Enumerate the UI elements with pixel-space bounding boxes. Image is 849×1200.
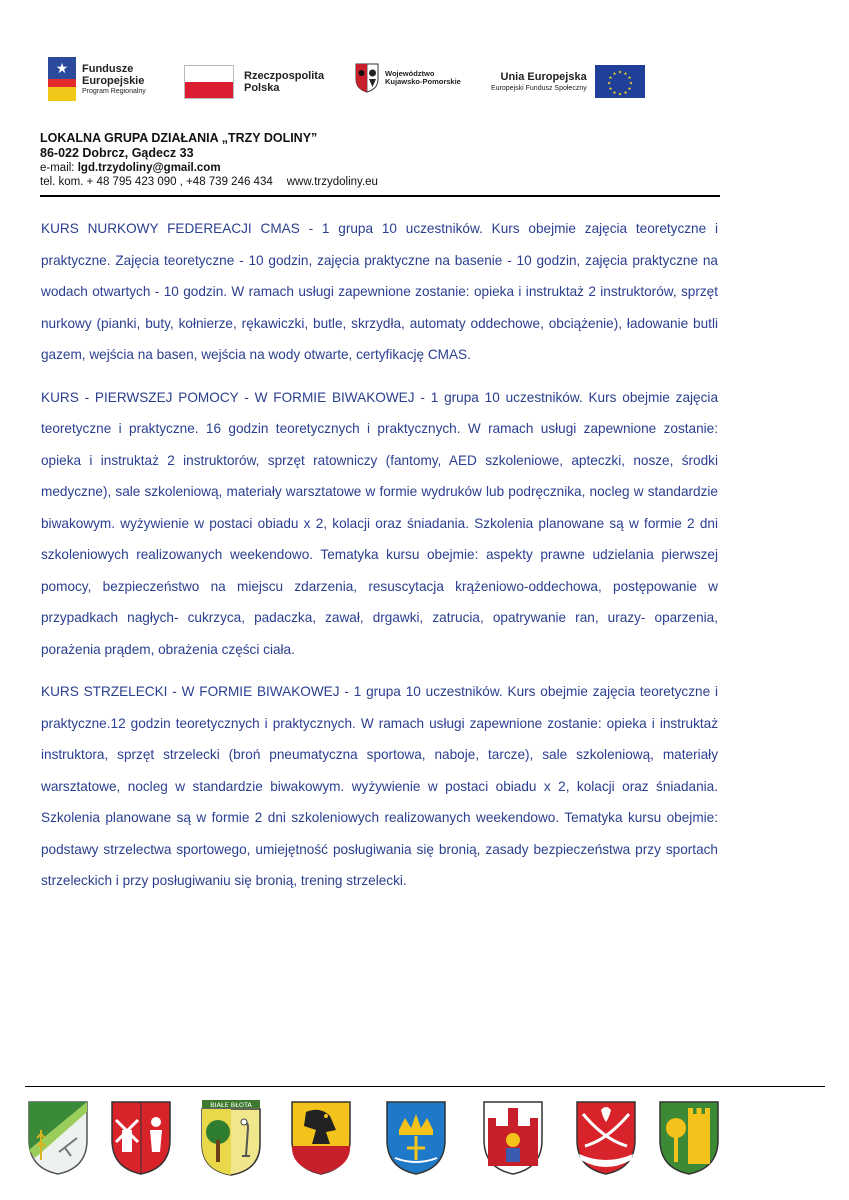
crest-banner-text: BIAŁE BŁOTA [210, 1100, 252, 1109]
svg-text:★: ★ [608, 75, 613, 81]
rp-title-line2: Polska [244, 82, 280, 94]
polish-flag-icon [184, 65, 234, 99]
oak-tower-crest-icon [658, 1100, 720, 1176]
footer-divider [25, 1086, 825, 1087]
svg-text:★: ★ [606, 81, 611, 87]
website-link[interactable]: www.trzydoliny.eu [286, 176, 378, 188]
crown-crest-icon [385, 1100, 447, 1176]
wojewodztwo-logo [355, 63, 461, 93]
fe-title-line2: Europejskie [82, 74, 145, 87]
fe-subtitle: Program Regionalny [82, 87, 146, 95]
header-divider [40, 195, 720, 197]
contact-line [40, 175, 730, 189]
sabres-crest-icon [575, 1100, 637, 1176]
svg-text:★: ★ [608, 86, 613, 92]
svg-text:★: ★ [627, 86, 632, 92]
rp-title-line1: Rzeczpospolita [244, 69, 325, 82]
lgd-crest-icon [27, 1100, 89, 1176]
svg-text:★: ★ [617, 70, 622, 76]
svg-text:★: ★ [628, 81, 633, 87]
griffin-crest-icon [290, 1100, 352, 1176]
letterhead [40, 131, 730, 189]
biale-blota-crest-icon [200, 1100, 262, 1176]
phone-numbers: tel. kom. + 48 795 423 090 , +48 739 246 434 [40, 176, 273, 188]
rzeczpospolita-logo [184, 65, 324, 99]
email-label: e-mail: [40, 162, 75, 174]
paragraph-diving-course: KURS NURKOWY FEDEREACJI CMAS - 1 grupa 10 uczestników. Kurs obejmie zajęcia teoretyczne i praktyczne. Zajęcia teoretyczne - 10 godzin, zajęcia praktyczne na basenie - 10 godzin, zajęcia praktyczne na wodach otwartych - 10 godzin. W ramach usługi zapewnione zostanie: opieka i instruktaż 2 instruktorów, sprzęt nurkowy (pianki, buty, kołnierze, rękawiczki, butle, skrzydła, automaty oddechowe, obciążenie), ładowanie butli gazem, wejścia na basen, wejścia na wody otwarte, certyfikację CMAS. [41, 221, 718, 362]
unia-europejska-logo [491, 65, 645, 98]
email-line [40, 161, 730, 175]
kp-title-line2: Kujawsko-Pomorskie [385, 77, 461, 86]
svg-text:★: ★ [623, 90, 628, 96]
email-address[interactable]: lgd.trzydoliny@gmail.com [77, 162, 221, 174]
document-body [41, 213, 718, 908]
kujawsko-pomorskie-shield-icon [355, 63, 379, 93]
svg-text:★: ★ [617, 92, 622, 98]
organization-address: 86-022 Dobrcz, Gądecz 33 [40, 146, 194, 160]
windmill-crest-icon [110, 1100, 172, 1176]
castle-crest-icon [482, 1100, 544, 1176]
svg-text:★: ★ [627, 75, 632, 81]
svg-text:★: ★ [612, 90, 617, 96]
fundusze-europejskie-logo [48, 57, 146, 101]
ue-title: Unia Europejska [500, 70, 587, 83]
eu-flag-icon [595, 65, 645, 98]
paragraph-shooting-course: KURS STRZELECKI - W FORMIE BIWAKOWEJ - 1 grupa 10 uczestników. Kurs obejmie zajęcia teoretyczne i praktyczne.12 godzin teoretycznych i praktycznych. W ramach usługi zapewnione zostanie: opieka i instruktaż instruktora, sprzęt strzelecki (broń pneumatyczna sportowa, naboje, tarcze), sale szkoleniową, materiały warsztatowe, nocleg w standardzie biwakowym. wyżywienie w postaci obiadu x 2, kolacji oraz śniadania. Szkolenia planowane są w formie 2 dni szkoleniowych realizowanych weekendowo. Tematyka kursu obejmie: podstawy strzelectwa sportowego, umiejętność posługiwania się bronią, zasady bezpieczeństwa przy sportach strzeleckich i przy posługiwaniu się bronią, trening strzelecki. [41, 684, 718, 888]
footer-crests [0, 1100, 849, 1180]
fe-star-icon: ★ [48, 57, 76, 101]
svg-text:★: ★ [623, 71, 628, 77]
fe-title-line1: Fundusze [82, 62, 134, 75]
paragraph-first-aid-course: KURS - PIERWSZEJ POMOCY - W FORMIE BIWAKOWEJ - 1 grupa 10 uczestników. Kurs obejmie zajęcia teoretyczne i praktyczne. 16 godzin teoretycznych i praktycznych. W ramach usługi zapewnione zostanie: opieka i instruktaż 2 instruktorów, sprzęt ratowniczy (fantomy, AED szkoleniowe, apteczki, nosze, środki medyczne), sale szkoleniową, materiały warsztatowe w formie wydruków lub podręcznika, nocleg w standardzie biwakowym. wyżywienie w postaci obiadu x 2, kolacji oraz śniadania. Szkolenia planowane są w formie 2 dni szkoleniowych realizowanych weekendowo. Tematyka kursu obejmie: aspekty prawne udzielania pierwszej pomocy, bezpieczeństwo na miejscu zdarzenia, resuscytacja krążeniowo-oddechowa, postępowanie w przypadkach nagłych- cukrzyca, padaczka, zawał, drgawki, zatrucia, opatrywanie ran, urazy- oparzenia, porażenia prądem, obrażenia części ciała. [41, 389, 718, 657]
kp-title-line1: Województwo [385, 68, 435, 78]
ue-subtitle: Europejski Fundusz Społeczny [491, 84, 587, 92]
organization-name: LOKALNA GRUPA DZIAŁANIA „TRZY DOLINY” [40, 131, 318, 145]
logo-bar [48, 55, 668, 110]
svg-text:★: ★ [612, 71, 617, 77]
